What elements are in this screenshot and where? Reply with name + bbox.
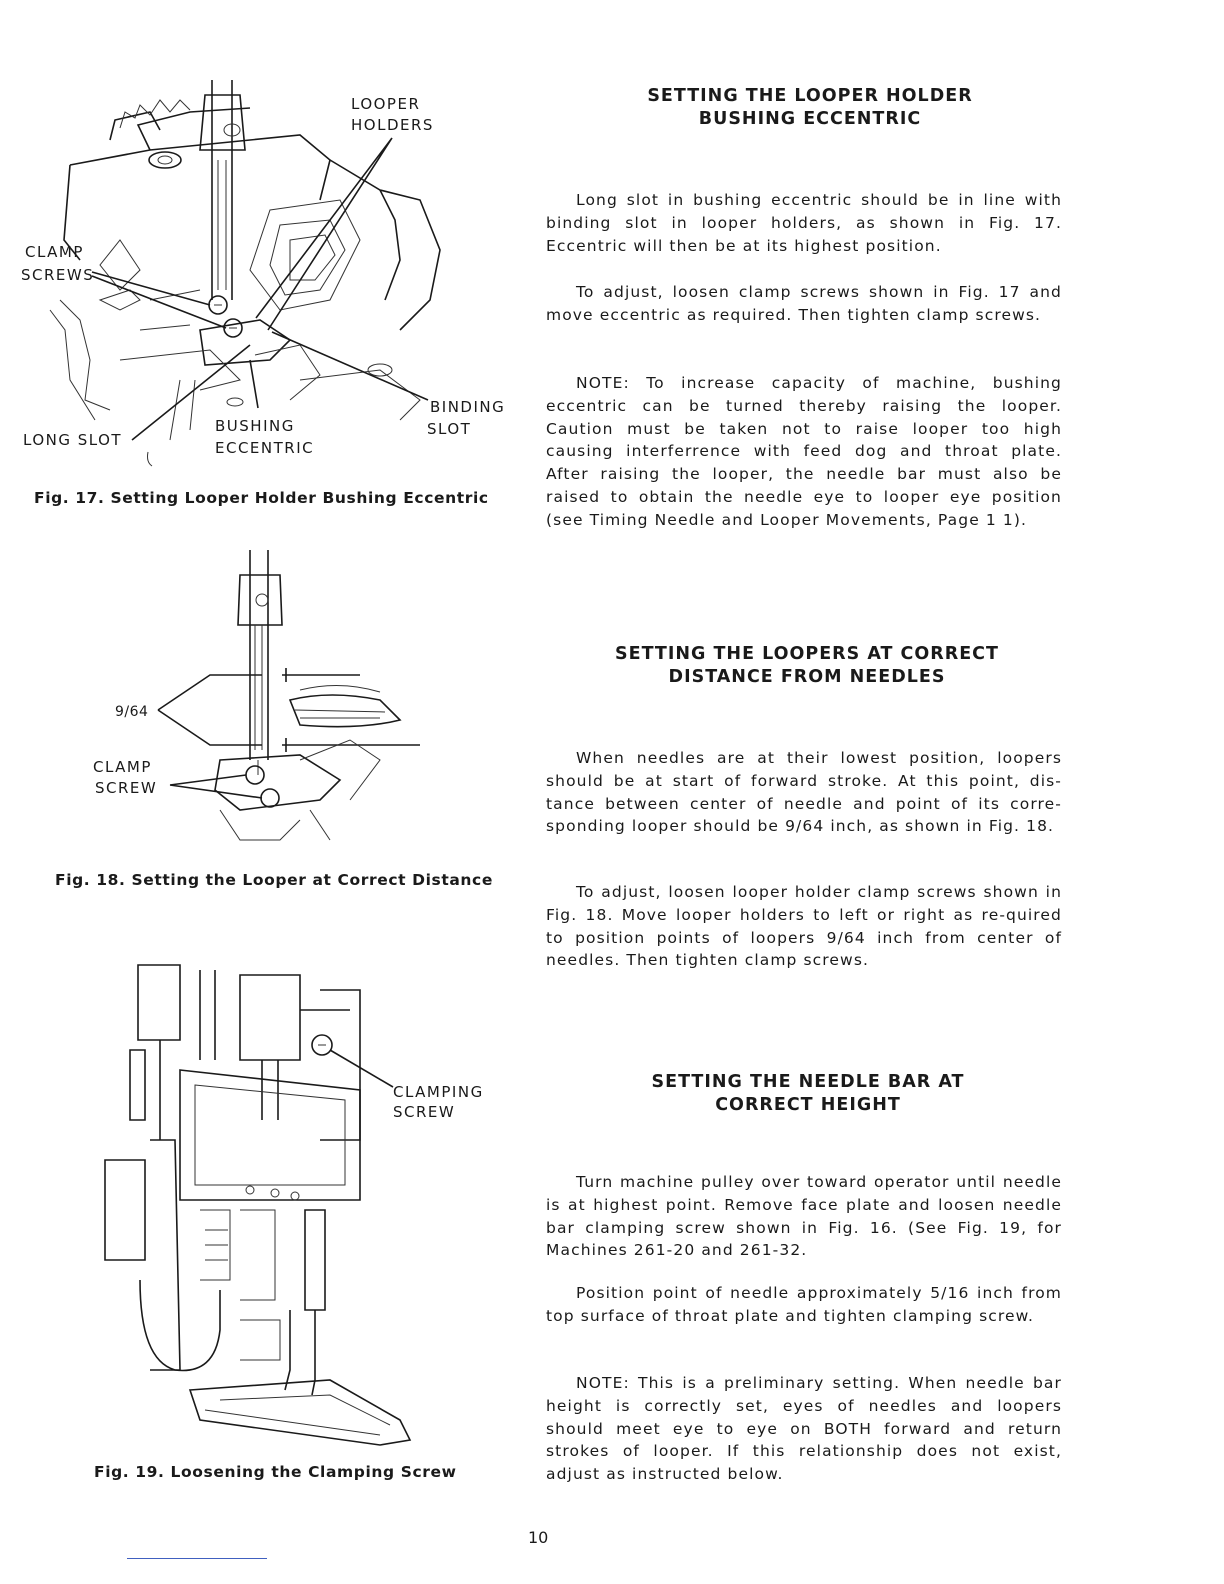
paragraph: When needles are at their lowest position, loopers should be at start of forward stroke. At this point, dis-tance between center of needle and point of its corre-sponding looper should be 9/64 inch, as shown in Fig. 18.: [546, 749, 1062, 836]
paragraph: To adjust, loosen looper holder clamp screws shown in Fig. 18. Move looper holders to left or right as re-quired to position points of loopers 9/64 inch from center of needles. Then tighten clamp screws.: [546, 883, 1062, 970]
fig18-caption: Fig. 18. Setting the Looper at Correct Distance: [55, 871, 493, 889]
fig19-label-screw: SCREW: [393, 1103, 456, 1121]
fig17-label-long-slot: LONG SLOT: [23, 431, 123, 449]
section-heading-loopers-distance: [597, 643, 1017, 689]
paragraph: Position point of needle approximately 5/16 inch from top surface of throat plate and tighten clamping screw.: [546, 1284, 1062, 1325]
fig17-caption: Fig. 17. Setting Looper Holder Bushing Eccentric: [34, 489, 489, 507]
section-heading-line-2: CORRECT HEIGHT: [715, 1095, 901, 1115]
section-heading-line-1: SETTING THE NEEDLE BAR AT: [651, 1072, 965, 1092]
fig19-label-clamping: CLAMPING: [393, 1083, 484, 1101]
fig17-label-bushing: BUSHING: [215, 417, 295, 435]
page-number: 10: [528, 1528, 549, 1547]
paragraph: To adjust, loosen clamp screws shown in Fig. 17 and move eccentric as required. Then tighten clamp screws.: [546, 283, 1062, 324]
fig17-label-eccentric: ECCENTRIC: [215, 439, 315, 457]
fig18-label-distance: 9/64: [115, 704, 149, 720]
section-heading-line-2: DISTANCE FROM NEEDLES: [668, 667, 946, 687]
fig17-label-screws: SCREWS: [21, 266, 95, 284]
fig18-label-screw: SCREW: [95, 779, 158, 797]
paragraph: NOTE: This is a preliminary setting. When needle bar height is correctly set, eyes of needles and loopers should meet eye to eye on BOTH forward and return strokes of looper. If this relationship does not exist, adjust as instructed below.: [546, 1374, 1062, 1484]
paragraph: Long slot in bushing eccentric should be in line with binding slot in looper holders, as shown in Fig. 17. Eccentric will then be at its highest position.: [546, 191, 1062, 255]
section-heading-line-2: BUSHING ECCENTRIC: [698, 109, 922, 129]
fig17-label-holders: HOLDERS: [351, 116, 434, 134]
section-heading-line-1: SETTING THE LOOPER HOLDER: [647, 86, 973, 106]
fig17-label-binding: BINDING: [430, 398, 506, 416]
section-heading-looper-holder: [600, 85, 1020, 131]
fig18-label-clamp: CLAMP: [93, 758, 152, 776]
fig17-label-looper: LOOPER: [351, 95, 421, 113]
fig19-caption: Fig. 19. Loosening the Clamping Screw: [94, 1463, 457, 1481]
paragraph: Turn machine pulley over toward operator until needle is at highest point. Remove face plate and loosen needle bar clamping screw shown in Fig. 16. (See Fig. 19, for Machines 261-20 and 261-32.: [546, 1173, 1062, 1260]
fig17-label-clamp: CLAMP: [25, 243, 84, 261]
paragraph: NOTE: To increase capacity of machine, bushing eccentric can be turned thereby raising the looper. Caution must be taken not to raise looper too high causing interferrence with feed dog and throat plate. After raising the looper, the needle bar must also be raised to obtain the needle eye to looper eye position (see Timing Needle and Looper Movements, Page 1 1).: [546, 374, 1062, 529]
section-heading-needle-bar: [598, 1071, 1018, 1117]
section-heading-line-1: SETTING THE LOOPERS AT CORRECT: [615, 644, 999, 664]
footer-rule: [127, 1558, 267, 1559]
fig17-label-slot: SLOT: [427, 420, 472, 438]
